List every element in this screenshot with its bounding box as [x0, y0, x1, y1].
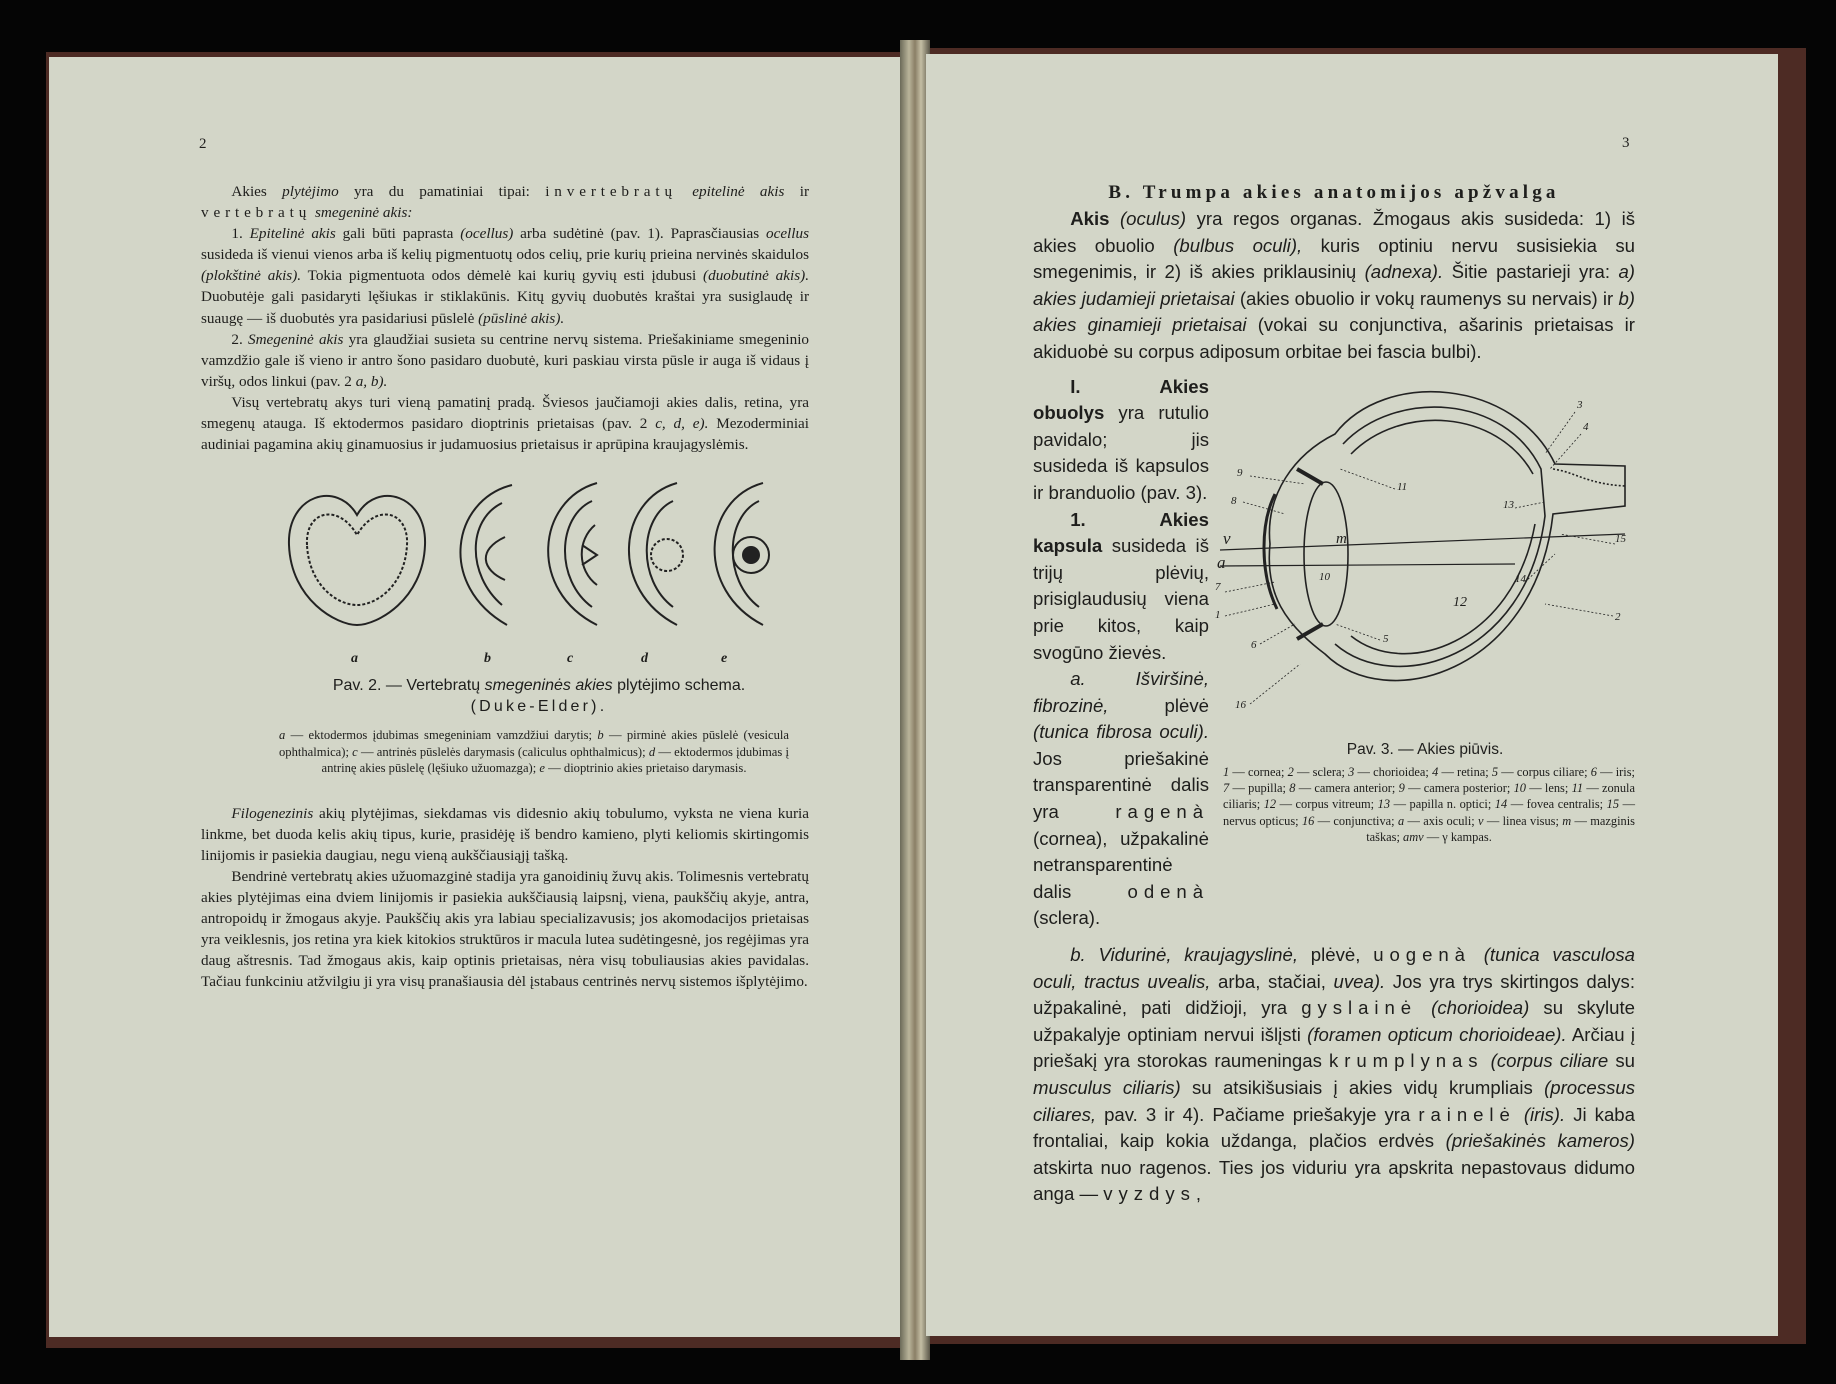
text-run: (cornea), užpakalinė netransparentinė dalis: [1033, 827, 1209, 902]
text-run: Šitie pastarieji yra:: [1443, 261, 1619, 283]
paragraph: [1033, 206, 1635, 366]
text-run: [1471, 944, 1484, 965]
text-run: c: [352, 744, 358, 759]
text-run: amv: [1403, 830, 1424, 845]
text-run: — chorioidea;: [1354, 764, 1433, 779]
text-run: rainelė: [1418, 1103, 1516, 1125]
text-run: Smegeninė akis: [247, 330, 344, 348]
fig2-label-d: d: [641, 651, 648, 667]
paragraph: [201, 181, 809, 223]
paragraph: [1033, 374, 1209, 507]
text-run: — conjunctiva;: [1314, 813, 1398, 828]
bottom-text: [201, 803, 809, 993]
text-run: — antrinės pūslelės darymasis (caliculus ophthalmicus);: [357, 744, 649, 759]
top-text: [201, 181, 809, 455]
text-run: — retina;: [1438, 764, 1492, 779]
text-run: (oculus): [1119, 208, 1187, 229]
paragraph: [1033, 507, 1209, 667]
text-run: smegeninė akis:: [315, 204, 413, 222]
text-run: uogenà: [1373, 944, 1471, 966]
text-run: (sclera).: [1033, 907, 1101, 929]
text-run: — sclera;: [1293, 764, 1349, 779]
text-run: — ektodermos įdubimas į antrinę akies pūslelę (lęšiuko užuomazga);: [321, 744, 789, 776]
text-run: [677, 183, 692, 200]
text-run: 9: [1398, 780, 1405, 795]
figure-3-labels: [1215, 374, 1635, 734]
text-run: (akies obuolio ir vokų raumenys su nervais) ir: [1234, 287, 1619, 309]
eye-label: v: [1223, 528, 1231, 548]
text-run: — lens;: [1525, 780, 1572, 795]
text-run: 15: [1606, 797, 1620, 812]
eye-label: 4: [1583, 420, 1589, 433]
text-run: susideda iš trijų plėvių, prisiglaudusių viena prie kitos, kaip svogūno žievės.: [1033, 535, 1209, 663]
text-run: yra regos organas. Žmogaus akis susideda: 1) iš akies obuolio: [1033, 208, 1635, 256]
text-run: Visų vertebratų akys turi vieną pamatinį pradą. Šviesos jaučiamoji akies dalis, retina, yra smegenų atauga. Iš ektodermos pasidaro dioptrinis prietaisas (pav. 2: [201, 393, 809, 433]
text-run: Filogenezinis: [231, 804, 314, 822]
left-page-content: [201, 181, 809, 993]
text-run: 2: [1287, 764, 1294, 779]
column-text: [1033, 374, 1209, 932]
text-run: c, d, e).: [655, 415, 709, 433]
eye-label: 16: [1235, 698, 1246, 711]
paragraph: [1033, 666, 1209, 932]
text-run: (chorioidea): [1431, 997, 1530, 1019]
eye-label: 11: [1397, 480, 1408, 493]
text-run: a: [1397, 813, 1405, 828]
text-run: — iris;: [1596, 764, 1635, 779]
text-run: Ji kaba frontaliai, kaip kokia uždanga, plačios erdvės: [1033, 1103, 1635, 1152]
page-number: 2: [199, 136, 207, 152]
text-run: 4: [1432, 764, 1439, 779]
paragraph: [201, 329, 809, 392]
text-run: yra du pamatiniai tipai:: [338, 183, 546, 200]
text-run: a. Išviršinė, fibrozinė,: [1033, 668, 1209, 716]
eye-label: 14: [1515, 572, 1526, 585]
text-run: yra rutulio pavidalo; jis susideda iš kapsulos ir branduolio (pav. 3).: [1033, 402, 1209, 503]
text-run: — cornea;: [1229, 764, 1288, 779]
text-run: a, b).: [355, 372, 388, 390]
eye-label: 6: [1251, 638, 1257, 651]
text-run: [1109, 208, 1120, 229]
text-run: (corpus ciliare: [1490, 1050, 1609, 1072]
text-run: — nervus opticus;: [1223, 797, 1635, 828]
text-run: Akies: [231, 183, 283, 200]
text-run: (vokai su conjunctiva, ašarinis prietaisas ir akiduobė su corpus adiposum orbitae bei fascia bulbi).: [1033, 314, 1635, 362]
column-and-figure: [1033, 374, 1635, 932]
text-run: susideda iš vienui vienos arba iš kelių pigmentuotų odos celių, prie kurių prieina nervinės skaidulos: [201, 246, 809, 264]
text-run: Mezoderminiai audiniai pagamina akių ginamuosius ir judamuosius prietaisus ir aprūpina kraujagyslėmis.: [201, 415, 810, 454]
text-run: atskirta nuo ragenos. Ties jos viduriu yra apskrita nepastovaus didumo anga —: [1033, 1156, 1635, 1205]
fig2-label-e: e: [721, 651, 728, 667]
text-run: (plokštinė akis).: [201, 267, 302, 285]
text-run: [1417, 997, 1431, 1018]
text-run: Epitelinė akis: [249, 225, 336, 243]
paragraph: [201, 223, 809, 328]
paragraph: [201, 392, 809, 455]
drawing-e: [715, 483, 769, 625]
text-run: v: [1478, 813, 1484, 828]
text-run: b: [597, 728, 604, 743]
text-run: — linea visus;: [1483, 813, 1563, 828]
text-run: — pupilla;: [1229, 780, 1290, 795]
text-run: Duobutėje gali pasidaryti lęšiukas ir stiklakūnis. Kitų gyvių duobutės kraštai yra susiglaudę ir suaugę — iš duobutės yra pasidariusi pūslelė: [201, 288, 809, 327]
text-run: — ektodermos įdubimas smegeniniam vamzdžiui darytis;: [285, 728, 598, 743]
text-run: [1516, 1104, 1524, 1125]
drawing-a: [289, 496, 425, 625]
text-run: 6: [1590, 764, 1597, 779]
drawing-d: [629, 483, 683, 625]
text-run: b) akies ginamieji prietaisai: [1033, 287, 1635, 336]
paragraph: [1033, 942, 1635, 1208]
text-run: e: [539, 761, 545, 776]
eye-label: 3: [1577, 398, 1583, 411]
eye-label: 1: [1215, 608, 1221, 621]
text-run: [1484, 1050, 1491, 1071]
text-run: kuris optiniu nervu susisiekia su smegenimis, ir 2) iš akies priklausinių: [1033, 234, 1635, 283]
text-run: — corpus vitreum;: [1276, 797, 1378, 812]
text-run: 1. Akies kapsula: [1033, 508, 1209, 557]
text-run: yra glaudžiai susieta su centrine nervų sistema. Priešakiniame smegeninio vamzdžio gale iš vieno ir antro šono pasidaro duobutė, kuri paskiau virsta pūsle ir auga iš vidaus į viršų, odos linkui (pav. 2: [201, 330, 810, 390]
text-run: (foramen opticum chorioideae).: [1307, 1023, 1567, 1045]
text-run: 16: [1301, 813, 1315, 828]
text-run: krumplynas: [1328, 1050, 1484, 1072]
text-run: — camera posterior;: [1404, 780, 1514, 795]
text-run: 3: [1348, 764, 1355, 779]
text-run: smegeninės akies: [484, 677, 613, 695]
text-run: Tokia pigmentuota odos dėmelė kai kurių gyvių esti įdubusi: [301, 267, 704, 285]
text-run: — dioptrinio akies prietaiso darymasis.: [545, 761, 747, 776]
text-run: (tunica fibrosa oculi).: [1033, 721, 1209, 743]
text-run: m: [1562, 813, 1572, 828]
text-run: I. Akies obuolys: [1033, 375, 1209, 424]
section-heading: B. Trumpa akies anatomijos apžvalga: [1108, 182, 1560, 203]
text-run: (pūslinė akis).: [478, 309, 565, 327]
text-run: (processus ciliares,: [1033, 1077, 1635, 1125]
text-run: (priešakinės kameros): [1445, 1130, 1635, 1152]
figure-3-drawing-area: [1215, 374, 1635, 734]
text-run: a: [279, 728, 286, 743]
text-run: musculus ciliaris): [1033, 1077, 1181, 1098]
text-run: su skylute užpakalyje optiniam nervui išlįsti: [1033, 997, 1635, 1045]
text-run: plėvė,: [1298, 944, 1374, 966]
text-run: (adnexa).: [1364, 261, 1444, 283]
text-run: ir: [784, 183, 809, 200]
text-run: Akis: [1070, 208, 1110, 229]
text-run: 10: [1513, 780, 1526, 795]
eye-label: 2: [1615, 610, 1621, 623]
text-run: plytėjimo schema.: [612, 677, 746, 695]
figure-2-title: [269, 675, 809, 696]
text-run: odenà: [1127, 880, 1209, 902]
text-run: arba sudėtinė (pav. 1). Paprasčiausias: [513, 225, 766, 243]
eye-label: 5: [1383, 632, 1389, 645]
text-run: — corpus ciliare;: [1498, 764, 1591, 779]
paragraph: [201, 866, 809, 993]
eye-label: 8: [1231, 494, 1237, 507]
text-run: (ocellus): [460, 225, 514, 243]
text-run: — pirminė akies pūslelė (vesicula ophthalmica);: [279, 728, 789, 759]
text-run: 1: [1223, 764, 1230, 779]
text-run: epitelinė akis: [692, 183, 785, 200]
text-run: b. Vidurinė, kraujagyslinė,: [1070, 944, 1298, 966]
text-run: a) akies judamieji prietaisai: [1033, 261, 1635, 309]
figure-2-source: (Duke-Elder).: [470, 698, 608, 716]
figure-3: [1215, 374, 1635, 846]
figure-3-legend: [1223, 764, 1635, 846]
eye-label: a: [1217, 552, 1226, 572]
text-run: 13: [1377, 797, 1391, 812]
drawing-c: [548, 483, 597, 625]
eye-label: 15: [1615, 532, 1626, 545]
right-page-content: [1033, 180, 1635, 1208]
text-run: 2.: [231, 330, 248, 348]
text-run: — zonula ciliaris;: [1223, 780, 1635, 812]
eye-label: 9: [1237, 466, 1243, 479]
text-run: 14: [1494, 797, 1508, 812]
text-run: — axis oculi;: [1404, 813, 1479, 828]
text-run: 8: [1289, 780, 1296, 795]
fig2-label-c: c: [567, 651, 574, 667]
text-run: gyslainė: [1301, 997, 1418, 1019]
text-run: su: [1608, 1050, 1635, 1072]
page-number: 3: [1622, 135, 1630, 151]
text-run: (duobutinė akis).: [703, 267, 810, 285]
intro-text: [1033, 206, 1635, 366]
text-run: d: [648, 744, 656, 759]
figure-3-title: Pav. 3. — Akies piūvis.: [1346, 740, 1504, 758]
left-page: [49, 57, 905, 1337]
text-run: Jos yra trys skirtingos dalys: užpakalinė, pati didžioji, yra: [1033, 970, 1635, 1019]
text-run: — γ kampas.: [1423, 830, 1492, 845]
eye-label: 12: [1453, 594, 1467, 610]
text-run: — mazginis taškas;: [1366, 813, 1636, 845]
drawing-b: [460, 485, 512, 625]
text-run: ragenà: [1115, 801, 1209, 823]
text-run: — camera anterior;: [1295, 780, 1399, 795]
text-run: 7: [1223, 780, 1230, 795]
text-run: plytėjimo: [282, 183, 339, 200]
text-run: su atsikišusiais į akies vidų krumpliais: [1180, 1077, 1545, 1098]
fig2-label-b: b: [484, 651, 491, 667]
eye-label: 7: [1215, 580, 1221, 593]
text-run: 1.: [231, 225, 250, 243]
text-run: plėvė: [1108, 694, 1209, 716]
text-run: Jos priešakinė transparentinė dalis yra: [1033, 747, 1209, 823]
bottom-text: [1033, 942, 1635, 1208]
text-run: akių plytėjimas, siekdamas vis didesnio akių tobulumo, vyksta ne viena kuria linkme, bet duoda kelis akių tipus, kurie, prasidėję iš bendro kamieno, plyti keliomis skirtingomis linijomis ir pasiekia daugiau, negu vieną aukščiausiąjį tašką.: [201, 804, 809, 864]
text-run: 12: [1263, 797, 1277, 812]
eye-label: 13: [1503, 498, 1514, 511]
text-run: — fovea centralis;: [1507, 797, 1607, 812]
text-run: Pav. 2. — Vertebratų: [332, 677, 485, 695]
text-run: Bendrinė vertebratų akies užuomazginė stadija yra ganoidinių žuvų akis. Tolimesnis vertebratų akies plytėjimas eina dviem linijomis ir pasiekia aukščiausią laipsnį, viena, paukščių akyje, antra, antropoidų ir žmogaus akyje. Paukščių akis yra labiau specializavusis; jos akomodacijos prietaisas yra veiklesnis, jos retina yra kiek kitokios struktūros ir macula lutea sudėtingesnė, jos regėjimas yra daug aštresnis. Tad žmogaus akis, kaip optinis prietaisas, nėra visų tobuliausias akies pavidalas. Tačiau funkciniu atžvilgiu ji yra visų pranašiausia dėl įstabaus centrinės nervų sistemos išplytėjimo.: [201, 868, 809, 991]
text-run: uvea).: [1333, 970, 1386, 992]
text-run: gali būti paprasta: [335, 225, 461, 243]
text-run: Arčiau į priešakį yra storokas raumeningas: [1033, 1023, 1635, 1072]
text-run: — papilla n. optici;: [1390, 797, 1495, 812]
figure-2-drawings: [277, 475, 797, 635]
text-run: vyzdys,: [1103, 1183, 1207, 1205]
figure-2: [201, 475, 809, 675]
text-run: (bulbus oculi),: [1173, 234, 1303, 256]
text-run: (tunica vasculosa oculi, tractus uvealis,: [1033, 944, 1636, 992]
text-run: vertebratų: [201, 204, 312, 222]
text-run: arba, stačiai,: [1210, 970, 1334, 992]
text-run: 11: [1571, 780, 1584, 795]
figure-2-legend: [279, 727, 789, 777]
text-run: 5: [1491, 764, 1499, 779]
eye-label: 10: [1319, 570, 1330, 583]
text-run: (iris).: [1523, 1103, 1566, 1125]
paragraph: [201, 803, 809, 866]
fig2-label-a: a: [351, 651, 358, 667]
text-run: pav. 3 ir 4). Pačiame priešakyje yra: [1096, 1103, 1419, 1125]
text-run: ocellus: [765, 225, 810, 243]
text-run: invertebratų: [545, 183, 677, 200]
right-page: [926, 54, 1778, 1336]
eye-label: m: [1336, 530, 1347, 547]
